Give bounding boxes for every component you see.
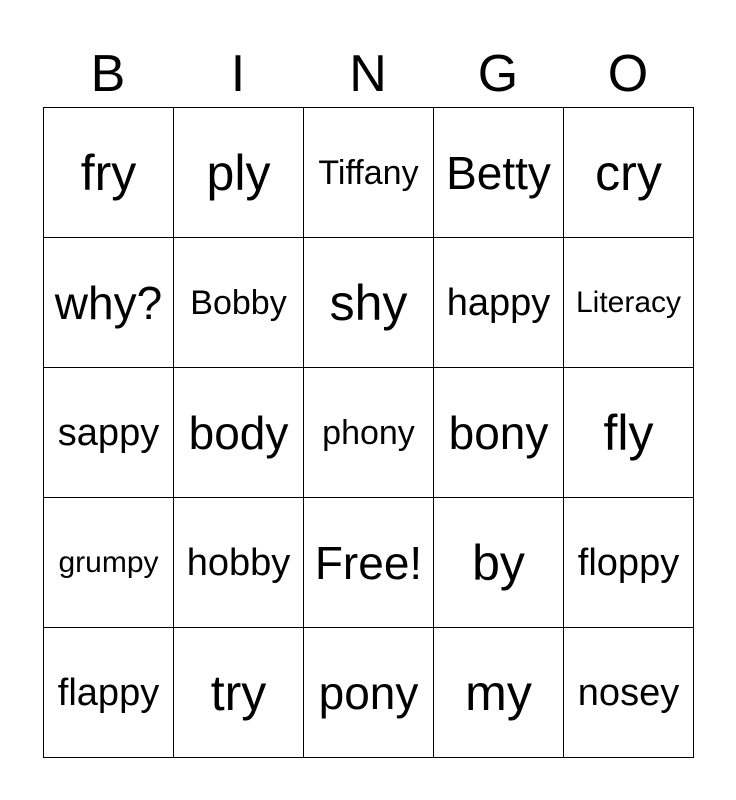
cell-word: Betty [446, 146, 551, 199]
bingo-cell-r3c5[interactable] [564, 368, 694, 498]
cell-word: fly [603, 404, 654, 461]
bingo-cell-r4c1[interactable] [44, 498, 174, 628]
bingo-header [43, 42, 693, 106]
cell-word: try [210, 664, 267, 721]
cell-word: ply [206, 144, 271, 201]
bingo-grid [43, 107, 694, 758]
cell-word: happy [446, 281, 551, 324]
bingo-cell-r5c3[interactable] [304, 628, 434, 758]
bingo-cell-r2c2[interactable] [174, 238, 304, 368]
cell-word: Tiffany [318, 153, 419, 192]
cell-word: pony [318, 666, 419, 719]
cell-word: nosey [577, 671, 680, 714]
bingo-cell-r5c5[interactable] [564, 628, 694, 758]
cell-word: grumpy [58, 545, 159, 579]
bingo-cell-r2c3[interactable] [304, 238, 434, 368]
header-letter-g: G [477, 45, 519, 103]
bingo-cell-r1c5[interactable] [564, 108, 694, 238]
bingo-cell-r3c2[interactable] [174, 368, 304, 498]
bingo-cell-r5c1[interactable] [44, 628, 174, 758]
cell-word: shy [329, 274, 408, 331]
cell-word: phony [322, 413, 415, 452]
bingo-cell-r1c4[interactable] [434, 108, 564, 238]
cell-word: bony [448, 406, 549, 459]
bingo-cell-r3c3[interactable] [304, 368, 434, 498]
cell-word: sappy [57, 411, 160, 454]
bingo-cell-r2c5[interactable] [564, 238, 694, 368]
bingo-cell-r3c1[interactable] [44, 368, 174, 498]
cell-word: cry [595, 144, 662, 201]
bingo-cell-r1c1[interactable] [44, 108, 174, 238]
cell-word: Bobby [190, 283, 287, 322]
bingo-cell-r5c4[interactable] [434, 628, 564, 758]
cell-word: fry [80, 144, 137, 201]
bingo-cell-free[interactable] [304, 498, 434, 628]
bingo-cell-r1c3[interactable] [304, 108, 434, 238]
bingo-cell-r4c2[interactable] [174, 498, 304, 628]
header-letter-n: N [349, 45, 387, 103]
cell-word: hobby [186, 541, 291, 584]
cell-word: by [472, 534, 525, 591]
cell-word: floppy [577, 541, 680, 584]
header-letter-o: O [607, 45, 649, 103]
bingo-cell-r4c5[interactable] [564, 498, 694, 628]
header-letter-b: B [90, 45, 126, 103]
cell-word: my [465, 664, 532, 721]
cell-word: body [188, 406, 289, 459]
cell-word: Literacy [575, 285, 682, 319]
free-space-label: Free! [314, 536, 423, 589]
cell-word: why? [54, 276, 163, 329]
bingo-cell-r2c1[interactable] [44, 238, 174, 368]
bingo-cell-r4c4[interactable] [434, 498, 564, 628]
bingo-cell-r3c4[interactable] [434, 368, 564, 498]
bingo-cell-r1c2[interactable] [174, 108, 304, 238]
bingo-cell-r5c2[interactable] [174, 628, 304, 758]
header-letter-i: I [230, 45, 246, 103]
cell-word: flappy [57, 671, 160, 714]
bingo-cell-r2c4[interactable] [434, 238, 564, 368]
